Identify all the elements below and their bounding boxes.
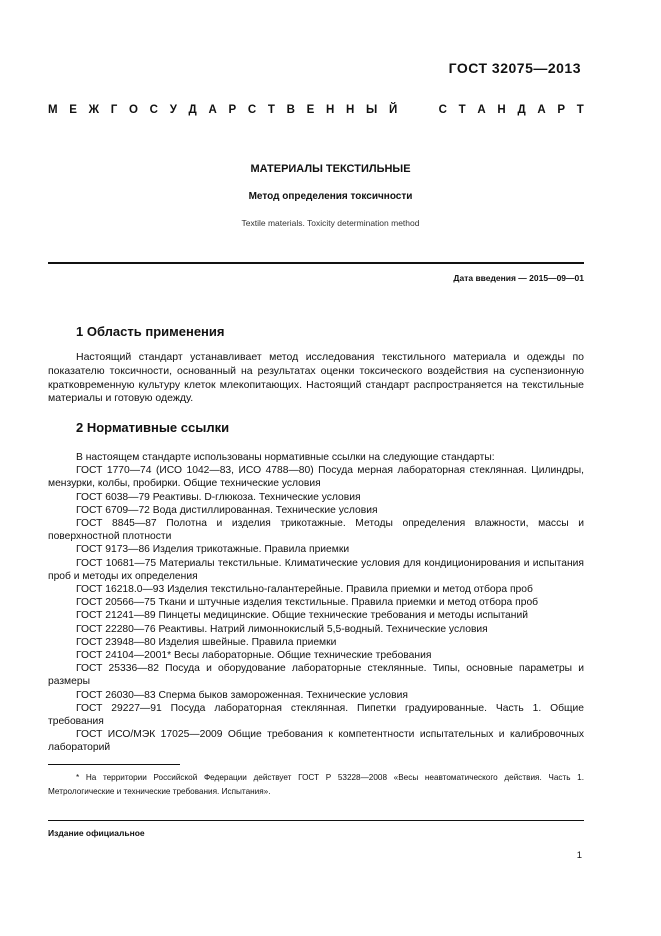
banner-letter: Н	[325, 104, 335, 116]
banner-letter: Ж	[88, 104, 100, 116]
banner-letter: Н	[497, 104, 506, 116]
footnote	[48, 771, 584, 798]
reference-item: ГОСТ 25336—82 Посуда и оборудование лабораторные стеклянные. Типы, основные параметры и размеры	[48, 663, 584, 688]
banner-letter: Н	[346, 104, 355, 116]
reference-item: ГОСТ 22280—76 Реактивы. Натрий лимоннокислый 5,5-водный. Технические условия	[76, 623, 488, 635]
references-intro: В настоящем стандарте использованы нормативные ссылки на следующие стандарты:	[76, 452, 495, 463]
banner-letter: Р	[557, 104, 566, 116]
banner-letter: А	[477, 104, 486, 116]
banner-letter: Е	[69, 104, 77, 116]
reference-item: ГОСТ 26030—83 Сперма быков замороженная. Технические условия	[76, 689, 408, 701]
section-1-heading: 1 Область применения	[76, 324, 225, 339]
footnote-text: * На территории Российской Федерации действует ГОСТ Р 53228—2008 «Весы неавтоматического действия. Часть 1. Метрологические и технические требования. Испытания».	[48, 773, 584, 796]
reference-item: ГОСТ 16218.0—93 Изделия текстильно-галантерейные. Правила приемки и метод отбора проб	[76, 584, 533, 596]
banner-letter: А	[208, 104, 217, 116]
reference-item: ГОСТ 6038—79 Реактивы. D-глюкоза. Технические условия	[76, 491, 361, 503]
reference-item: ГОСТ 29227—91 Посуда лабораторная стеклянная. Пипетки градуированные. Часть 1. Общие требования	[48, 702, 584, 728]
banner-letter: Г	[110, 104, 118, 116]
reference-item: ГОСТ 20566—75 Ткани и штучные изделия текстильные. Правила приемки и метод отбора проб	[76, 597, 539, 609]
banner-letter: В	[286, 104, 295, 116]
header-divider	[48, 262, 584, 264]
page-number: 1	[576, 850, 582, 861]
section-2-heading: 2 Нормативные ссылки	[76, 420, 230, 435]
banner-letter: Ы	[366, 104, 378, 116]
banner-letter: С	[247, 104, 257, 116]
banner-letter: Д	[188, 104, 197, 116]
section-1-text: Настоящий стандарт устанавливает метод исследования текстильного материала и одежды по показателю токсичности, основанный на результатах оценки токсического воздействия на суспензионную кратковременную культуру клеток млекопитающих. Настоящий стандарт распространяется на текстильные материалы и готовую одежду.	[48, 351, 584, 405]
document-code: ГОСТ 32075—2013	[448, 60, 581, 76]
english-title: Textile materials. Toxicity determination method	[241, 218, 420, 228]
banner-letter: С	[438, 104, 447, 116]
reference-item: ГОСТ 6709—72 Вода дистиллированная. Технические условия	[76, 504, 378, 516]
banner-letter: Т	[576, 104, 584, 116]
banner-letter: Е	[306, 104, 315, 116]
reference-item: ГОСТ 1770—74 (ИСО 1042—83, ИСО 4788—80) Посуда мерная лабораторная стеклянная. Цилиндры, мензурки, колбы, пробирки. Общие технические условия	[48, 465, 584, 490]
footnote-divider	[48, 764, 180, 765]
reference-item: ГОСТ 24104—2001* Весы лабораторные. Общие технические требования	[76, 650, 432, 662]
banner-letter: Т	[267, 104, 275, 116]
banner-letter: М	[48, 104, 58, 116]
document-subtitle: Метод определения токсичности	[248, 191, 413, 202]
reference-item: ГОСТ 10681—75 Материалы текстильные. Климатические условия для кондиционирования и испытания проб и методы их определения	[48, 557, 584, 582]
banner-letter: Й	[388, 104, 398, 116]
normative-references	[48, 451, 584, 755]
footer-divider	[48, 820, 584, 821]
introduction-date: Дата введения — 2015—09—01	[453, 273, 584, 283]
reference-item: ГОСТ 21241—89 Пинцеты медицинские. Общие технические требования и методы испытаний	[76, 610, 528, 622]
official-edition-label: Издание официальное	[48, 828, 145, 838]
reference-item: ГОСТ 23948—80 Изделия швейные. Правила приемки	[76, 636, 337, 648]
banner-word-gap	[409, 104, 427, 116]
document-title: МАТЕРИАЛЫ ТЕКСТИЛЬНЫЕ	[250, 163, 411, 175]
banner-letter: А	[537, 104, 546, 116]
banner-letter: Р	[228, 104, 237, 116]
reference-item: ГОСТ ИСО/МЭК 17025—2009 Общие требования к компетентности испытательных и калибровочных лабораторий	[48, 729, 584, 754]
reference-item: ГОСТ 9173—86 Изделия трикотажные. Правила приемки	[76, 544, 350, 556]
banner-letter: У	[169, 104, 177, 116]
banner-letter: Т	[458, 104, 466, 116]
banner-letter: О	[129, 104, 138, 116]
reference-item: ГОСТ 8845—87 Полотна и изделия трикотажные. Методы определения влажности, массы и поверхностной плотности	[48, 518, 584, 543]
banner-letter: С	[149, 104, 158, 116]
interstate-standard-banner	[48, 104, 584, 116]
banner-letter: Д	[517, 104, 526, 116]
